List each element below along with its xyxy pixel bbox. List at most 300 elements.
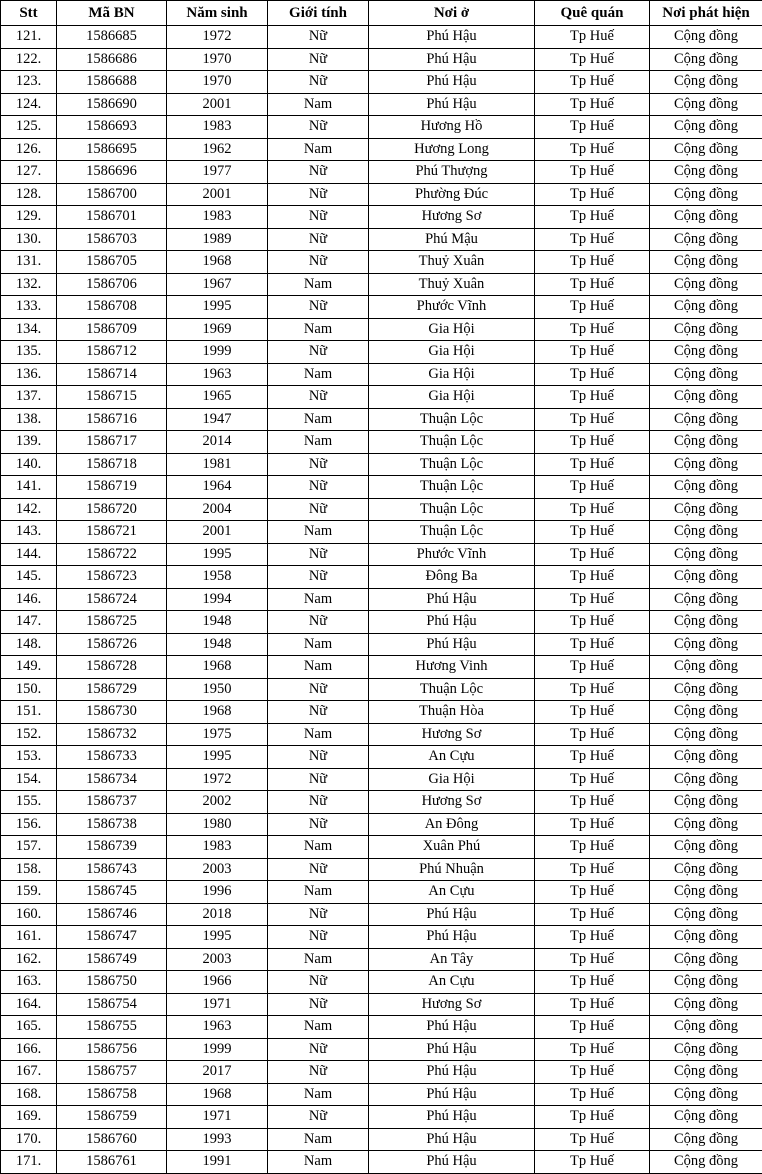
cell-detection-place: Cộng đồng — [650, 498, 762, 521]
cell-residence: An Tây — [369, 948, 535, 971]
cell-patient-code: 1586754 — [57, 993, 167, 1016]
cell-gender: Nữ — [268, 678, 369, 701]
cell-birth-year: 1983 — [167, 116, 268, 139]
cell-gender: Nam — [268, 1128, 369, 1151]
cell-stt: 131. — [1, 251, 57, 274]
cell-gender: Nữ — [268, 813, 369, 836]
cell-patient-code: 1586745 — [57, 881, 167, 904]
table-row — [1, 26, 762, 49]
cell-gender: Nữ — [268, 993, 369, 1016]
table-row — [1, 858, 762, 881]
cell-patient-code: 1586739 — [57, 836, 167, 859]
cell-detection-place: Cộng đồng — [650, 1016, 762, 1039]
cell-stt: 167. — [1, 1061, 57, 1084]
cell-patient-code: 1586758 — [57, 1083, 167, 1106]
cell-hometown: Tp Huế — [535, 71, 650, 94]
cell-birth-year: 1963 — [167, 1016, 268, 1039]
table-row — [1, 791, 762, 814]
table-row — [1, 476, 762, 499]
cell-residence: Gia Hội — [369, 386, 535, 409]
cell-gender: Nữ — [268, 476, 369, 499]
cell-hometown: Tp Huế — [535, 408, 650, 431]
cell-hometown: Tp Huế — [535, 1083, 650, 1106]
cell-detection-place: Cộng đồng — [650, 521, 762, 544]
cell-residence: Phú Hậu — [369, 93, 535, 116]
table-row — [1, 408, 762, 431]
cell-hometown: Tp Huế — [535, 48, 650, 71]
cell-stt: 163. — [1, 971, 57, 994]
cell-stt: 121. — [1, 26, 57, 49]
cell-hometown: Tp Huế — [535, 1151, 650, 1174]
cell-patient-code: 1586729 — [57, 678, 167, 701]
cell-birth-year: 1995 — [167, 926, 268, 949]
cell-stt: 139. — [1, 431, 57, 454]
cell-detection-place: Cộng đồng — [650, 723, 762, 746]
cell-birth-year: 2004 — [167, 498, 268, 521]
table-row — [1, 138, 762, 161]
cell-gender: Nữ — [268, 566, 369, 589]
column-header-patient-code: Mã BN — [57, 1, 167, 26]
cell-gender: Nữ — [268, 341, 369, 364]
cell-hometown: Tp Huế — [535, 971, 650, 994]
table-row — [1, 881, 762, 904]
cell-birth-year: 1991 — [167, 1151, 268, 1174]
cell-birth-year: 1995 — [167, 296, 268, 319]
cell-hometown: Tp Huế — [535, 566, 650, 589]
cell-stt: 137. — [1, 386, 57, 409]
cell-stt: 164. — [1, 993, 57, 1016]
cell-birth-year: 1972 — [167, 26, 268, 49]
cell-patient-code: 1586757 — [57, 1061, 167, 1084]
cell-patient-code: 1586732 — [57, 723, 167, 746]
cell-patient-code: 1586755 — [57, 1016, 167, 1039]
cell-birth-year: 1970 — [167, 48, 268, 71]
cell-detection-place: Cộng đồng — [650, 431, 762, 454]
cell-stt: 154. — [1, 768, 57, 791]
cell-gender: Nữ — [268, 768, 369, 791]
cell-patient-code: 1586701 — [57, 206, 167, 229]
cell-gender: Nữ — [268, 543, 369, 566]
table-row — [1, 521, 762, 544]
cell-gender: Nữ — [268, 1061, 369, 1084]
table-row — [1, 1151, 762, 1174]
cell-detection-place: Cộng đồng — [650, 251, 762, 274]
cell-residence: Thuận Lộc — [369, 498, 535, 521]
cell-patient-code: 1586695 — [57, 138, 167, 161]
cell-birth-year: 1971 — [167, 1106, 268, 1129]
cell-birth-year: 2001 — [167, 183, 268, 206]
cell-stt: 132. — [1, 273, 57, 296]
cell-residence: Phú Hậu — [369, 48, 535, 71]
cell-residence: Phú Hậu — [369, 588, 535, 611]
cell-patient-code: 1586733 — [57, 746, 167, 769]
cell-detection-place: Cộng đồng — [650, 813, 762, 836]
cell-stt: 145. — [1, 566, 57, 589]
cell-stt: 135. — [1, 341, 57, 364]
cell-patient-code: 1586760 — [57, 1128, 167, 1151]
cell-hometown: Tp Huế — [535, 588, 650, 611]
cell-patient-code: 1586714 — [57, 363, 167, 386]
cell-gender: Nữ — [268, 971, 369, 994]
cell-patient-code: 1586688 — [57, 71, 167, 94]
column-header-birth-year: Năm sinh — [167, 1, 268, 26]
cell-hometown: Tp Huế — [535, 836, 650, 859]
cell-residence: Hương Long — [369, 138, 535, 161]
table-row — [1, 1128, 762, 1151]
cell-stt: 160. — [1, 903, 57, 926]
cell-birth-year: 1947 — [167, 408, 268, 431]
cell-patient-code: 1586720 — [57, 498, 167, 521]
cell-patient-code: 1586726 — [57, 633, 167, 656]
cell-patient-code: 1586709 — [57, 318, 167, 341]
cell-residence: Phú Hậu — [369, 1083, 535, 1106]
cell-stt: 123. — [1, 71, 57, 94]
cell-patient-code: 1586706 — [57, 273, 167, 296]
cell-residence: Hương Vinh — [369, 656, 535, 679]
cell-gender: Nữ — [268, 926, 369, 949]
table-row — [1, 768, 762, 791]
cell-stt: 147. — [1, 611, 57, 634]
cell-residence: Thuỷ Xuân — [369, 273, 535, 296]
cell-stt: 170. — [1, 1128, 57, 1151]
cell-residence: Hương Sơ — [369, 993, 535, 1016]
cell-detection-place: Cộng đồng — [650, 408, 762, 431]
cell-detection-place: Cộng đồng — [650, 566, 762, 589]
cell-hometown: Tp Huế — [535, 858, 650, 881]
cell-hometown: Tp Huế — [535, 93, 650, 116]
cell-detection-place: Cộng đồng — [650, 93, 762, 116]
cell-gender: Nam — [268, 521, 369, 544]
cell-birth-year: 1968 — [167, 656, 268, 679]
cell-gender: Nam — [268, 836, 369, 859]
cell-detection-place: Cộng đồng — [650, 1038, 762, 1061]
cell-residence: Thuận Lộc — [369, 476, 535, 499]
cell-detection-place: Cộng đồng — [650, 71, 762, 94]
cell-residence: Thuận Lộc — [369, 408, 535, 431]
cell-residence: Thuận Lộc — [369, 453, 535, 476]
table-row — [1, 836, 762, 859]
table-row — [1, 633, 762, 656]
cell-patient-code: 1586743 — [57, 858, 167, 881]
cell-hometown: Tp Huế — [535, 881, 650, 904]
cell-residence: Phú Hậu — [369, 903, 535, 926]
cell-patient-code: 1586716 — [57, 408, 167, 431]
cell-patient-code: 1586747 — [57, 926, 167, 949]
cell-gender: Nam — [268, 723, 369, 746]
table-row — [1, 746, 762, 769]
cell-birth-year: 2018 — [167, 903, 268, 926]
cell-patient-code: 1586746 — [57, 903, 167, 926]
cell-detection-place: Cộng đồng — [650, 273, 762, 296]
cell-residence: An Cựu — [369, 971, 535, 994]
cell-stt: 144. — [1, 543, 57, 566]
table-row — [1, 206, 762, 229]
cell-stt: 143. — [1, 521, 57, 544]
cell-detection-place: Cộng đồng — [650, 341, 762, 364]
table-row — [1, 93, 762, 116]
cell-gender: Nam — [268, 588, 369, 611]
cell-patient-code: 1586712 — [57, 341, 167, 364]
cell-birth-year: 1983 — [167, 836, 268, 859]
cell-hometown: Tp Huế — [535, 386, 650, 409]
cell-residence: Phước Vĩnh — [369, 296, 535, 319]
cell-hometown: Tp Huế — [535, 813, 650, 836]
cell-birth-year: 1999 — [167, 1038, 268, 1061]
cell-gender: Nữ — [268, 498, 369, 521]
cell-birth-year: 2017 — [167, 1061, 268, 1084]
cell-detection-place: Cộng đồng — [650, 1151, 762, 1174]
cell-birth-year: 1981 — [167, 453, 268, 476]
cell-residence: Phú Hậu — [369, 1016, 535, 1039]
cell-hometown: Tp Huế — [535, 341, 650, 364]
table-row — [1, 1083, 762, 1106]
cell-detection-place: Cộng đồng — [650, 386, 762, 409]
table-body — [1, 26, 762, 1174]
cell-hometown: Tp Huế — [535, 611, 650, 634]
cell-birth-year: 1964 — [167, 476, 268, 499]
cell-birth-year: 1970 — [167, 71, 268, 94]
cell-stt: 166. — [1, 1038, 57, 1061]
cell-birth-year: 1972 — [167, 768, 268, 791]
column-header-detection-place: Nơi phát hiện — [650, 1, 762, 26]
cell-gender: Nữ — [268, 161, 369, 184]
cell-hometown: Tp Huế — [535, 183, 650, 206]
cell-residence: Phú Mậu — [369, 228, 535, 251]
table-row — [1, 566, 762, 589]
cell-stt: 150. — [1, 678, 57, 701]
cell-detection-place: Cộng đồng — [650, 588, 762, 611]
cell-patient-code: 1586749 — [57, 948, 167, 971]
table-row — [1, 723, 762, 746]
cell-gender: Nam — [268, 656, 369, 679]
cell-birth-year: 1995 — [167, 543, 268, 566]
cell-birth-year: 1968 — [167, 701, 268, 724]
cell-birth-year: 1980 — [167, 813, 268, 836]
cell-residence: Phước Vĩnh — [369, 543, 535, 566]
cell-stt: 142. — [1, 498, 57, 521]
cell-residence: Phú Hậu — [369, 1128, 535, 1151]
table-row — [1, 543, 762, 566]
cell-detection-place: Cộng đồng — [650, 161, 762, 184]
table-row — [1, 48, 762, 71]
cell-hometown: Tp Huế — [535, 296, 650, 319]
cell-residence: An Cựu — [369, 746, 535, 769]
table-row — [1, 318, 762, 341]
cell-birth-year: 1965 — [167, 386, 268, 409]
cell-detection-place: Cộng đồng — [650, 746, 762, 769]
cell-residence: Gia Hội — [369, 341, 535, 364]
cell-birth-year: 1999 — [167, 341, 268, 364]
cell-detection-place: Cộng đồng — [650, 678, 762, 701]
table-row — [1, 183, 762, 206]
cell-stt: 124. — [1, 93, 57, 116]
table-row — [1, 296, 762, 319]
cell-stt: 162. — [1, 948, 57, 971]
cell-stt: 136. — [1, 363, 57, 386]
cell-hometown: Tp Huế — [535, 1128, 650, 1151]
cell-patient-code: 1586718 — [57, 453, 167, 476]
table-row — [1, 386, 762, 409]
cell-hometown: Tp Huế — [535, 453, 650, 476]
cell-hometown: Tp Huế — [535, 656, 650, 679]
cell-gender: Nữ — [268, 228, 369, 251]
cell-stt: 129. — [1, 206, 57, 229]
cell-birth-year: 1975 — [167, 723, 268, 746]
table-row — [1, 678, 762, 701]
cell-birth-year: 1969 — [167, 318, 268, 341]
cell-gender: Nữ — [268, 611, 369, 634]
cell-detection-place: Cộng đồng — [650, 543, 762, 566]
cell-hometown: Tp Huế — [535, 723, 650, 746]
cell-residence: Thuỷ Xuân — [369, 251, 535, 274]
cell-stt: 130. — [1, 228, 57, 251]
cell-residence: An Đông — [369, 813, 535, 836]
cell-detection-place: Cộng đồng — [650, 363, 762, 386]
table-row — [1, 1038, 762, 1061]
cell-stt: 157. — [1, 836, 57, 859]
cell-stt: 153. — [1, 746, 57, 769]
cell-detection-place: Cộng đồng — [650, 318, 762, 341]
cell-birth-year: 1962 — [167, 138, 268, 161]
cell-gender: Nữ — [268, 903, 369, 926]
cell-patient-code: 1586696 — [57, 161, 167, 184]
cell-hometown: Tp Huế — [535, 768, 650, 791]
cell-birth-year: 2002 — [167, 791, 268, 814]
cell-stt: 148. — [1, 633, 57, 656]
cell-stt: 165. — [1, 1016, 57, 1039]
cell-gender: Nữ — [268, 1106, 369, 1129]
cell-residence: Xuân Phú — [369, 836, 535, 859]
cell-birth-year: 2001 — [167, 93, 268, 116]
table-row — [1, 273, 762, 296]
cell-birth-year: 1968 — [167, 251, 268, 274]
cell-gender: Nam — [268, 318, 369, 341]
cell-birth-year: 1966 — [167, 971, 268, 994]
cell-gender: Nam — [268, 138, 369, 161]
cell-patient-code: 1586719 — [57, 476, 167, 499]
cell-residence: Hương Hồ — [369, 116, 535, 139]
cell-gender: Nữ — [268, 746, 369, 769]
cell-gender: Nữ — [268, 251, 369, 274]
cell-hometown: Tp Huế — [535, 228, 650, 251]
cell-detection-place: Cộng đồng — [650, 48, 762, 71]
cell-detection-place: Cộng đồng — [650, 26, 762, 49]
cell-detection-place: Cộng đồng — [650, 296, 762, 319]
cell-gender: Nữ — [268, 206, 369, 229]
column-header-residence: Nơi ở — [369, 1, 535, 26]
cell-patient-code: 1586703 — [57, 228, 167, 251]
column-header-gender: Giới tính — [268, 1, 369, 26]
cell-patient-code: 1586690 — [57, 93, 167, 116]
cell-detection-place: Cộng đồng — [650, 768, 762, 791]
cell-birth-year: 1958 — [167, 566, 268, 589]
cell-gender: Nữ — [268, 48, 369, 71]
cell-residence: Phú Hậu — [369, 611, 535, 634]
cell-patient-code: 1586734 — [57, 768, 167, 791]
cell-patient-code: 1586708 — [57, 296, 167, 319]
cell-residence: Gia Hội — [369, 363, 535, 386]
cell-stt: 152. — [1, 723, 57, 746]
cell-birth-year: 1948 — [167, 611, 268, 634]
table-row — [1, 251, 762, 274]
cell-detection-place: Cộng đồng — [650, 633, 762, 656]
cell-residence: Thuận Lộc — [369, 521, 535, 544]
cell-patient-code: 1586738 — [57, 813, 167, 836]
cell-hometown: Tp Huế — [535, 993, 650, 1016]
cell-residence: An Cựu — [369, 881, 535, 904]
cell-hometown: Tp Huế — [535, 138, 650, 161]
cell-detection-place: Cộng đồng — [650, 926, 762, 949]
cell-hometown: Tp Huế — [535, 251, 650, 274]
cell-stt: 146. — [1, 588, 57, 611]
cell-patient-code: 1586700 — [57, 183, 167, 206]
cell-residence: Phú Hậu — [369, 926, 535, 949]
cell-detection-place: Cộng đồng — [650, 453, 762, 476]
cell-detection-place: Cộng đồng — [650, 206, 762, 229]
cell-gender: Nam — [268, 948, 369, 971]
table-header-row — [1, 1, 762, 26]
cell-detection-place: Cộng đồng — [650, 138, 762, 161]
cell-hometown: Tp Huế — [535, 521, 650, 544]
cell-birth-year: 1989 — [167, 228, 268, 251]
cell-birth-year: 1950 — [167, 678, 268, 701]
cell-gender: Nữ — [268, 453, 369, 476]
cell-stt: 169. — [1, 1106, 57, 1129]
cell-patient-code: 1586717 — [57, 431, 167, 454]
cell-patient-code: 1586756 — [57, 1038, 167, 1061]
cell-gender: Nữ — [268, 71, 369, 94]
cell-hometown: Tp Huế — [535, 1038, 650, 1061]
cell-patient-code: 1586759 — [57, 1106, 167, 1129]
cell-hometown: Tp Huế — [535, 791, 650, 814]
cell-hometown: Tp Huế — [535, 746, 650, 769]
cell-hometown: Tp Huế — [535, 678, 650, 701]
cell-patient-code: 1586761 — [57, 1151, 167, 1174]
cell-hometown: Tp Huế — [535, 363, 650, 386]
cell-gender: Nam — [268, 431, 369, 454]
cell-detection-place: Cộng đồng — [650, 1106, 762, 1129]
cell-stt: 159. — [1, 881, 57, 904]
cell-hometown: Tp Huế — [535, 498, 650, 521]
cell-birth-year: 2014 — [167, 431, 268, 454]
cell-hometown: Tp Huế — [535, 633, 650, 656]
cell-hometown: Tp Huế — [535, 476, 650, 499]
table-row — [1, 116, 762, 139]
cell-hometown: Tp Huế — [535, 161, 650, 184]
table-row — [1, 498, 762, 521]
cell-gender: Nam — [268, 273, 369, 296]
cell-patient-code: 1586728 — [57, 656, 167, 679]
cell-stt: 158. — [1, 858, 57, 881]
cell-residence: Phú Hậu — [369, 1061, 535, 1084]
table-row — [1, 813, 762, 836]
cell-detection-place: Cộng đồng — [650, 228, 762, 251]
column-header-stt: Stt — [1, 1, 57, 26]
cell-gender: Nữ — [268, 183, 369, 206]
cell-stt: 156. — [1, 813, 57, 836]
cell-stt: 140. — [1, 453, 57, 476]
cell-detection-place: Cộng đồng — [650, 858, 762, 881]
cell-gender: Nam — [268, 881, 369, 904]
cell-birth-year: 2003 — [167, 858, 268, 881]
cell-hometown: Tp Huế — [535, 1106, 650, 1129]
cell-hometown: Tp Huế — [535, 273, 650, 296]
table-row — [1, 71, 762, 94]
cell-birth-year: 1983 — [167, 206, 268, 229]
cell-gender: Nữ — [268, 791, 369, 814]
cell-birth-year: 1977 — [167, 161, 268, 184]
cell-birth-year: 1996 — [167, 881, 268, 904]
